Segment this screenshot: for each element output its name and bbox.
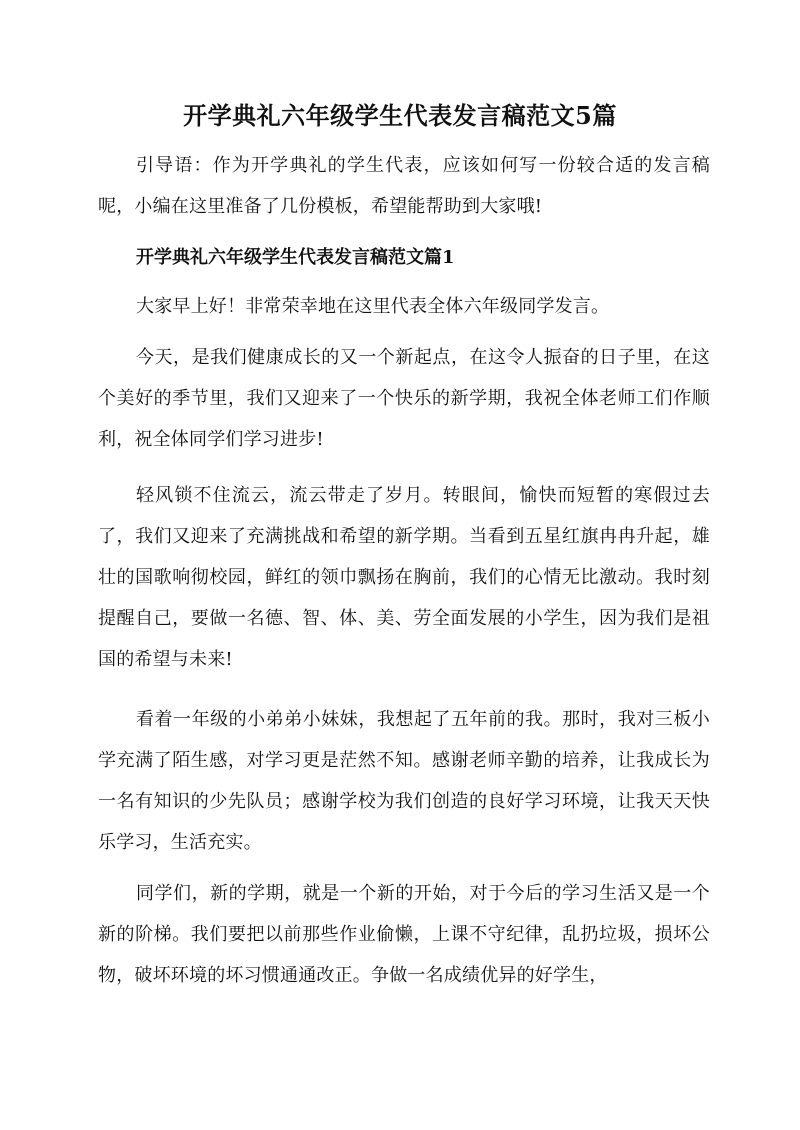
body-paragraph-1: 大家早上好！非常荣幸地在这里代表全体六年级同学发言。 (136, 296, 610, 317)
intro-paragraph: 引导语：作为开学典礼的学生代表，应该如何写一份较合适的发言稿呢，小编在这里准备了几份模板，希望能帮助到大家哦! (98, 155, 710, 217)
body-paragraph-5: 同学们，新的学期，就是一个新的开始，对于今后的学习生活又是一个新的阶梯。我们要把以前那些作业偷懒，上课不守纪律，乱扔垃圾，损坏公物，破坏环境的坏习惯通通改正。争做一名成绩优异的好学生， (98, 883, 710, 986)
body-paragraph-2: 今天，是我们健康成长的又一个新起点，在这令人振奋的日子里，在这个美好的季节里，我们又迎来了一个快乐的新学期，我祝全体老师工们作顺利，祝全体同学们学习进步! (98, 347, 710, 450)
body-paragraph-3: 轻风锁不住流云，流云带走了岁月。转眼间，愉快而短暂的寒假过去了，我们又迎来了充满挑战和希望的新学期。当看到五星红旗冉冉升起，雄壮的国歌响彻校园，鲜红的领巾飘扬在胸前，我们的心情无比激动。我时刻提醒自己，要做一名德、智、体、美、劳全面发展的小学生，因为我们是祖国的希望与未来! (98, 485, 710, 670)
section-heading: 开学典礼六年级学生代表发言稿范文篇1 (136, 247, 455, 268)
document-title: 开学典礼六年级学生代表发言稿范文5篇 (183, 101, 617, 130)
body-paragraph-4: 看着一年级的小弟弟小妹妹，我想起了五年前的我。那时，我对三板小学充满了陌生感，对学习更是茫然不知。感谢老师辛勤的培养，让我成长为一名有知识的少先队员；感谢学校为我们创造的良好学习环境，让我天天快乐学习，生活充实。 (98, 709, 710, 853)
